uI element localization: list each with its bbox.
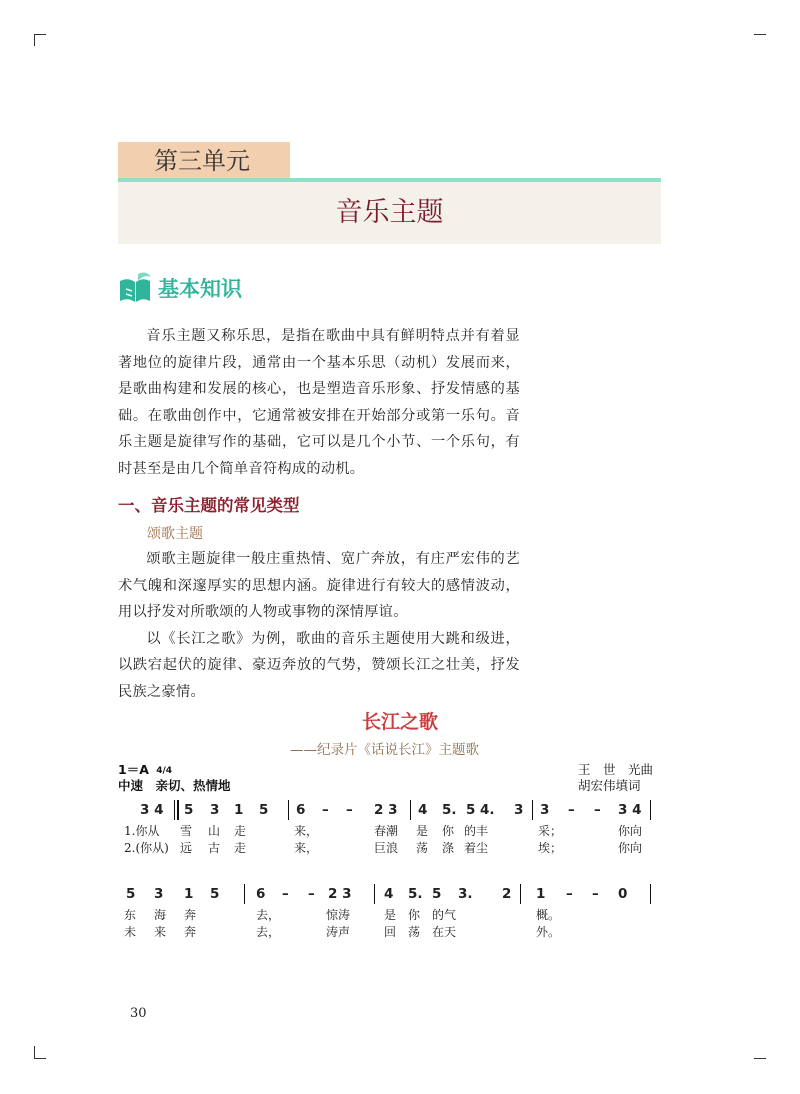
note: – xyxy=(282,886,289,902)
lyric: 着尘 xyxy=(464,841,489,855)
lyric: 东 xyxy=(124,908,137,922)
note: – xyxy=(322,802,329,818)
unit-label: 第三单元 xyxy=(118,142,290,180)
barline xyxy=(650,800,651,820)
barline xyxy=(244,884,245,904)
time-signature: 4/4 xyxy=(156,765,173,776)
crop-mark xyxy=(34,1046,35,1058)
crop-mark xyxy=(754,1058,766,1059)
note: 5 xyxy=(184,802,194,818)
note: 3 xyxy=(210,802,220,818)
lyric: 远 xyxy=(180,841,193,855)
lyric: 走 xyxy=(234,824,247,838)
lyric: 外。 xyxy=(536,925,561,939)
lyric: 来， xyxy=(294,824,319,838)
note: – xyxy=(566,886,573,902)
lyric: 你向 xyxy=(618,824,643,838)
note: 6 xyxy=(256,886,266,902)
lyrics-row-2-verse-1 xyxy=(118,906,663,923)
intro-text xyxy=(118,323,520,483)
lyric: 回 xyxy=(384,925,397,939)
lyric: 是 xyxy=(416,824,429,838)
note: – xyxy=(592,886,599,902)
barline xyxy=(650,884,651,904)
lyric: 雪 xyxy=(180,824,193,838)
note: 5 xyxy=(210,886,220,902)
anthem-paragraph: 颂歌主题旋律一般庄重热情、宽广奔放，有庄严宏伟的艺术气魄和深邃厚实的思想内涵。旋律进行有较大的感情波动，用以抒发对所歌颂的人物或事物的深情厚谊。 xyxy=(118,551,520,621)
note: 2 3 xyxy=(374,802,398,818)
lyric: 奔 xyxy=(184,925,197,939)
lyric: 巨浪 xyxy=(374,841,399,855)
lyrics-row-1-verse-2 xyxy=(118,839,663,856)
lyric: 的丰 xyxy=(464,824,489,838)
note: 2 3 xyxy=(328,886,352,902)
note: 4 xyxy=(418,802,428,818)
note: – xyxy=(308,886,315,902)
section-label: 基本知识 xyxy=(158,277,242,301)
note: – xyxy=(568,802,575,818)
lyric: 2.(你从) xyxy=(124,841,169,855)
crop-mark xyxy=(34,1058,46,1059)
lyric: 走 xyxy=(234,841,247,855)
note: 4 xyxy=(384,886,394,902)
note: 3 4 xyxy=(618,802,642,818)
key-signature: 1＝A xyxy=(118,762,149,777)
song-lyricist: 胡宏伟填词 xyxy=(578,778,641,793)
lyric: 来 xyxy=(154,925,167,939)
note: 0 xyxy=(618,886,628,902)
lyric: 的气 xyxy=(432,908,457,922)
barline xyxy=(374,884,375,904)
note: – xyxy=(346,802,353,818)
lyric: 埃； xyxy=(538,841,563,855)
lyric: 1.你从 xyxy=(124,824,160,838)
notes-row-1 xyxy=(118,800,663,822)
note: – xyxy=(594,802,601,818)
note: 3 xyxy=(514,802,524,818)
lyric: 去， xyxy=(256,925,281,939)
barline xyxy=(520,884,521,904)
score-row-2 xyxy=(118,884,663,940)
crop-mark xyxy=(754,34,766,35)
barline xyxy=(174,800,175,820)
note: 1 xyxy=(234,802,244,818)
note: 3. xyxy=(458,886,473,902)
lyrics-row-2-verse-2 xyxy=(118,923,663,940)
lyric: 你 xyxy=(442,824,455,838)
lyric: 荡 xyxy=(408,925,421,939)
lyric: 去， xyxy=(256,908,281,922)
lyric: 荡 xyxy=(416,841,429,855)
song-title: 长江之歌 xyxy=(361,711,438,733)
note: 5. xyxy=(408,886,423,902)
note: 5 xyxy=(126,886,136,902)
heading-types: 一、音乐主题的常见类型 xyxy=(118,496,300,515)
lyric: 来， xyxy=(294,841,319,855)
barline xyxy=(532,800,533,820)
anthem-text xyxy=(118,546,520,706)
lyric: 你向 xyxy=(618,841,643,855)
lyric: 采； xyxy=(538,824,563,838)
note: 3 4 xyxy=(140,802,164,818)
crop-mark xyxy=(34,34,46,35)
page-number: 30 xyxy=(130,1006,147,1021)
section-heading xyxy=(118,270,242,306)
lyric: 在天 xyxy=(432,925,457,939)
lyric: 奔 xyxy=(184,908,197,922)
lyric: 海 xyxy=(154,908,167,922)
song-subtitle: ——纪录片《话说长江》主题歌 xyxy=(290,742,479,758)
barline xyxy=(288,800,289,820)
note: 1 xyxy=(536,886,546,902)
lyric: 山 xyxy=(208,824,221,838)
barline xyxy=(410,800,411,820)
note: 2 xyxy=(502,886,512,902)
note: 5 xyxy=(432,886,442,902)
barline xyxy=(177,800,179,820)
song-tempo: 中速 亲切、热情地 xyxy=(118,778,231,793)
note: 5 xyxy=(466,802,476,818)
lyric: 古 xyxy=(208,841,221,855)
note: 1 xyxy=(184,886,194,902)
heading-anthem-theme: 颂歌主题 xyxy=(147,526,203,542)
note: 5. xyxy=(442,802,457,818)
lyric: 涛声 xyxy=(326,925,351,939)
crop-mark xyxy=(34,34,35,46)
song-composer: 王 世 光曲 xyxy=(578,762,654,777)
lyric: 是 xyxy=(384,908,397,922)
green-book-icon xyxy=(118,271,152,305)
lyric: 惊涛 xyxy=(326,908,351,922)
notes-row-2 xyxy=(118,884,663,906)
lyric: 未 xyxy=(124,925,137,939)
note: 6 xyxy=(296,802,306,818)
note: 4. xyxy=(480,802,495,818)
lyric: 涤 xyxy=(442,841,455,855)
lyrics-row-1-verse-1 xyxy=(118,822,663,839)
example-paragraph: 以《长江之歌》为例，歌曲的音乐主题使用大跳和级进，以跌宕起伏的旋律、豪迈奔放的气势，赞颂长江之壮美，抒发民族之豪情。 xyxy=(118,630,520,700)
lyric: 春潮 xyxy=(374,824,399,838)
intro-paragraph: 音乐主题又称乐思，是指在歌曲中具有鲜明特点并有着显著地位的旋律片段，通常由一个基本乐思（动机）发展而来，是歌曲构建和发展的核心，也是塑造音乐形象、抒发情感的基础。在歌曲创作中，它通常被安排在开始部分或第一乐句。音乐主题是旋律写作的基础，它可以是几个小节、一个乐句，有时甚至是由几个简单音符构成的动机。 xyxy=(118,328,520,477)
note: 3 xyxy=(154,886,164,902)
lyric: 概。 xyxy=(536,908,561,922)
lyric: 你 xyxy=(408,908,421,922)
note: 3 xyxy=(540,802,550,818)
unit-title: 音乐主题 xyxy=(118,182,661,244)
note: 5 xyxy=(259,802,269,818)
score-row-1 xyxy=(118,800,663,856)
